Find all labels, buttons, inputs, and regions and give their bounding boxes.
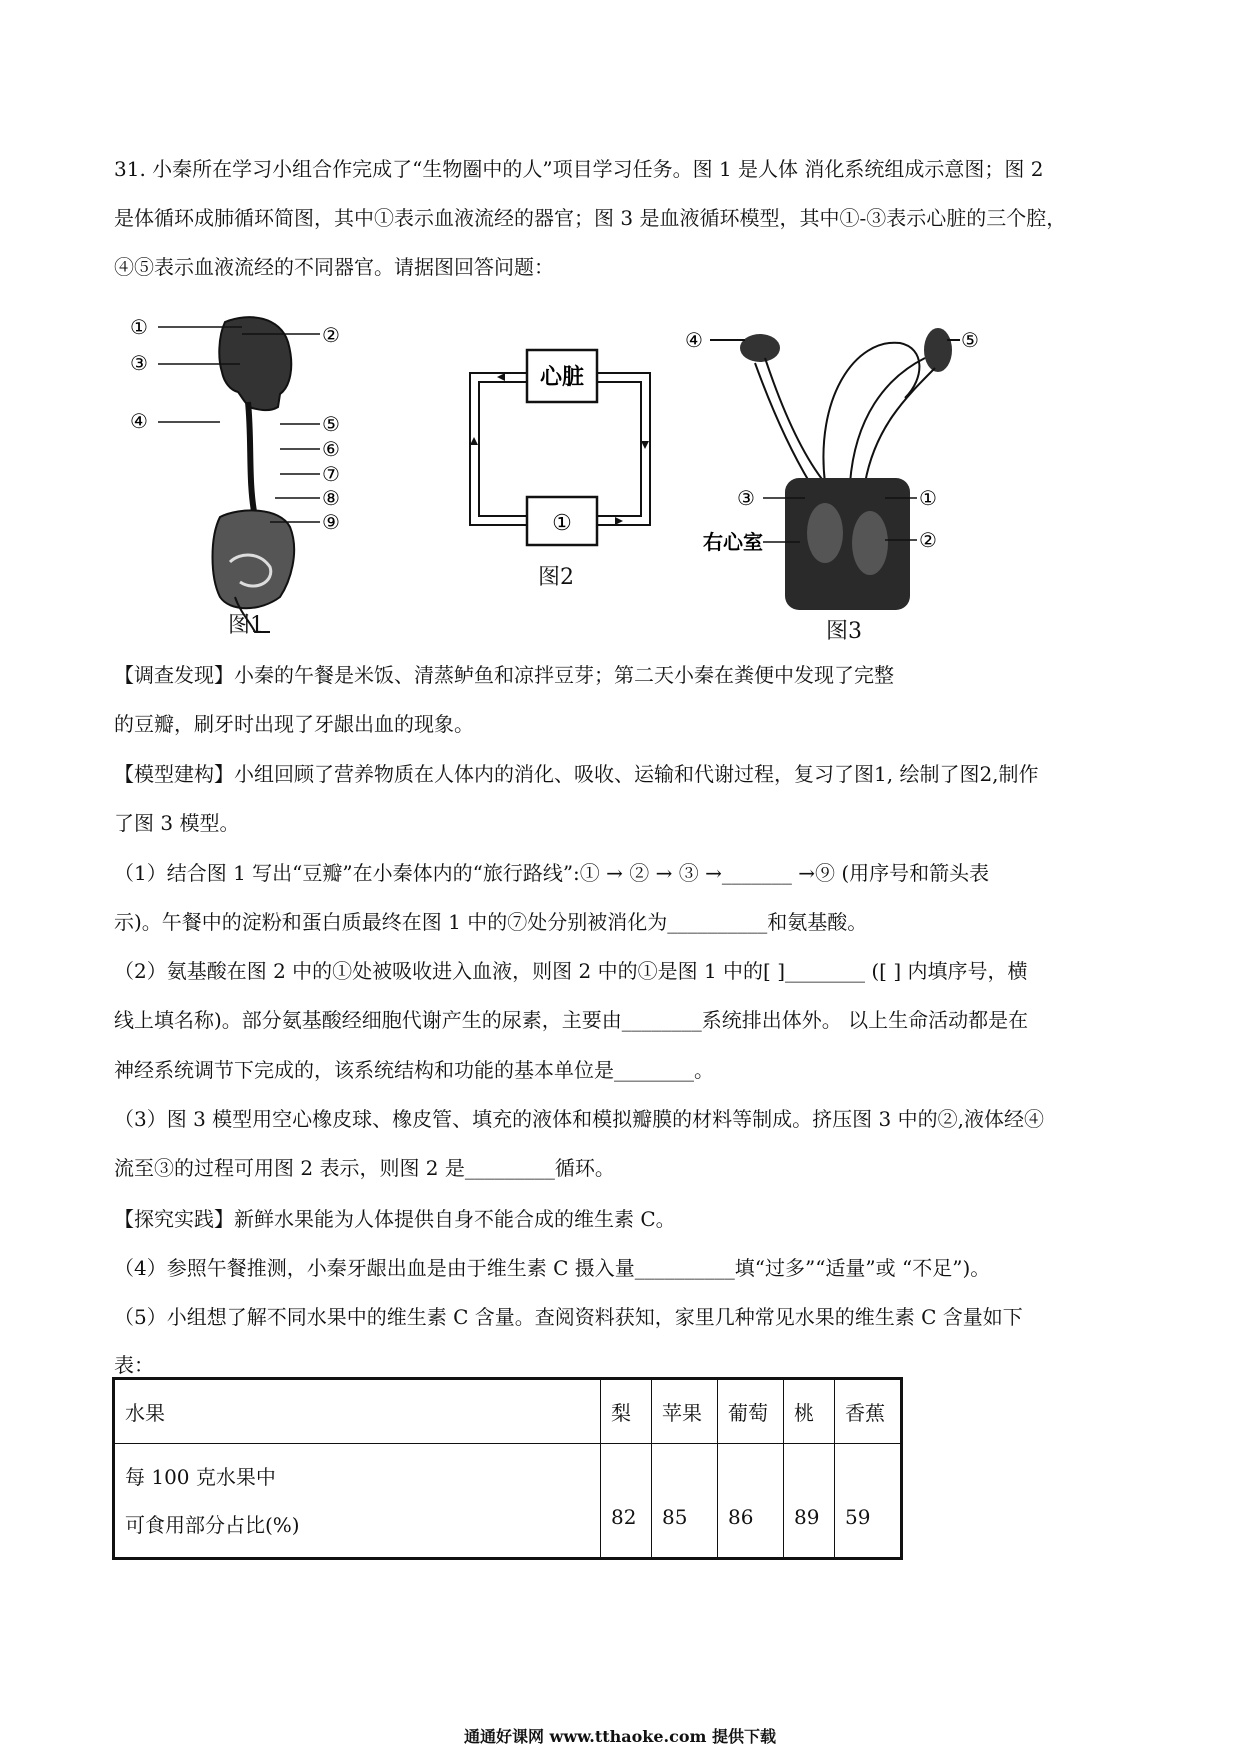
table-header-cell: 水果: [114, 1379, 601, 1444]
table-row-label-line-2: 可食用部分占比(%): [125, 1512, 300, 1537]
body-line-8: 线上填名称)。部分氨基酸经细胞代谢产生的尿素，主要由________系统排出体外。 以上生命活动都是在: [114, 1008, 1029, 1032]
body-line-13: （4）参照午餐推测，小秦牙龈出血是由于维生素 C 摄入量__________填“过多”“适量”或 “不足”)。: [114, 1256, 991, 1280]
table-header-cell: 葡萄: [718, 1379, 784, 1444]
figure2-caption: 图2: [538, 565, 574, 590]
fig3-right-ventricle-label: 右心室: [703, 530, 763, 554]
body-line-2: 的豆瓣，刷牙时出现了牙龈出血的现象。: [114, 712, 474, 736]
question-line-2: 是体循环成肺循环简图，其中①表示血液流经的器官；图 3 是血液循环模型，其中①-③表示心脏的三个腔，: [114, 206, 1067, 230]
fig1-label-4: ④: [130, 409, 148, 433]
fig2-organ-label: ①: [552, 511, 572, 536]
body-line-9: 神经系统调节下完成的，该系统结构和功能的基本单位是________。: [114, 1058, 714, 1082]
table-header-row: [114, 1379, 902, 1444]
table-row-label-line-1: 每 100 克水果中: [125, 1464, 276, 1489]
table-row: [114, 1444, 902, 1559]
table-cell: 89: [784, 1444, 835, 1559]
table-cell: 59: [835, 1444, 902, 1559]
figure1-digestive-system: [130, 312, 400, 642]
body-line-1: 【调查发现】小秦的午餐是米饭、清蒸鲈鱼和凉拌豆芽；第二天小秦在粪便中发现了完整: [114, 663, 894, 687]
body-line-14: （5）小组想了解不同水果中的维生素 C 含量。查阅资料获知，家里几种常见水果的维生素 C 含量如下: [114, 1305, 1023, 1329]
fig2-heart-label: 心脏: [539, 364, 585, 390]
table-header-cell: 梨: [601, 1379, 652, 1444]
fig1-label-8: ⑧: [322, 486, 340, 510]
table-cell: 82: [601, 1444, 652, 1559]
fig3-label-5: ⑤: [961, 328, 979, 352]
body-line-5: （1）结合图 1 写出“豆瓣”在小秦体内的“旅行路线”:① → ② → ③ →_______ →⑨ (用序号和箭头表: [114, 861, 990, 885]
body-line-10: （3）图 3 模型用空心橡皮球、橡皮管、填充的液体和模拟瓣膜的材料等制成。挤压图 3 中的②,液体经④: [114, 1107, 1044, 1131]
fig3-label-4: ④: [685, 328, 703, 352]
table-header-cell: 香蕉: [835, 1379, 902, 1444]
table-header-cell: 苹果: [652, 1379, 718, 1444]
fruit-table: [112, 1377, 903, 1560]
fig3-label-3: ③: [737, 486, 755, 510]
fig3-label-2: ②: [919, 528, 937, 552]
fig1-label-9: ⑨: [322, 510, 340, 534]
body-line-6: 示)。午餐中的淀粉和蛋白质最终在图 1 中的⑦处分别被消化为__________和氨基酸。: [114, 910, 868, 934]
body-line-4: 了图 3 模型。: [114, 811, 240, 835]
body-line-15: 表：: [114, 1353, 154, 1377]
body-line-3: 【模型建构】小组回顾了营养物质在人体内的消化、吸收、运输和代谢过程，复习了图1, 绘制了图2,制作: [114, 762, 1039, 786]
figure3-caption: 图3: [826, 619, 862, 644]
fig3-label-1: ①: [919, 486, 937, 510]
figure1-caption: 图1: [228, 613, 264, 638]
question-line-3: ④⑤表示血液流经的不同器官。请据图回答问题：: [114, 255, 554, 279]
body-line-12: 【探究实践】新鲜水果能为人体提供自身不能合成的维生素 C。: [114, 1207, 676, 1231]
body-line-7: （2）氨基酸在图 2 中的①处被吸收进入血液，则图 2 中的①是图 1 中的[ ]________ ([ ] 内填序号，横: [114, 959, 1028, 983]
table-cell: 86: [718, 1444, 784, 1559]
figure3-heart-model: [685, 318, 985, 610]
body-line-11: 流至③的过程可用图 2 表示，则图 2 是_________循环。: [114, 1156, 615, 1180]
figure2-circulation-diagram: [465, 345, 660, 550]
fig1-label-3: ③: [130, 351, 148, 375]
fig1-label-5: ⑤: [322, 412, 340, 436]
table-cell: 85: [652, 1444, 718, 1559]
question-line-1: 31. 小秦所在学习小组合作完成了“生物圈中的人”项目学习任务。图 1 是人体 消化系统组成示意图；图 2: [114, 157, 1044, 181]
table-row-label: [114, 1444, 601, 1559]
fig1-label-1: ①: [130, 315, 148, 339]
fig1-label-2: ②: [322, 323, 340, 347]
table-header-cell: 桃: [784, 1379, 835, 1444]
page-footer: 通通好课网 www.tthaoke.com 提供下载: [463, 1727, 777, 1746]
fig1-label-6: ⑥: [322, 437, 340, 461]
fig1-label-7: ⑦: [322, 462, 340, 486]
